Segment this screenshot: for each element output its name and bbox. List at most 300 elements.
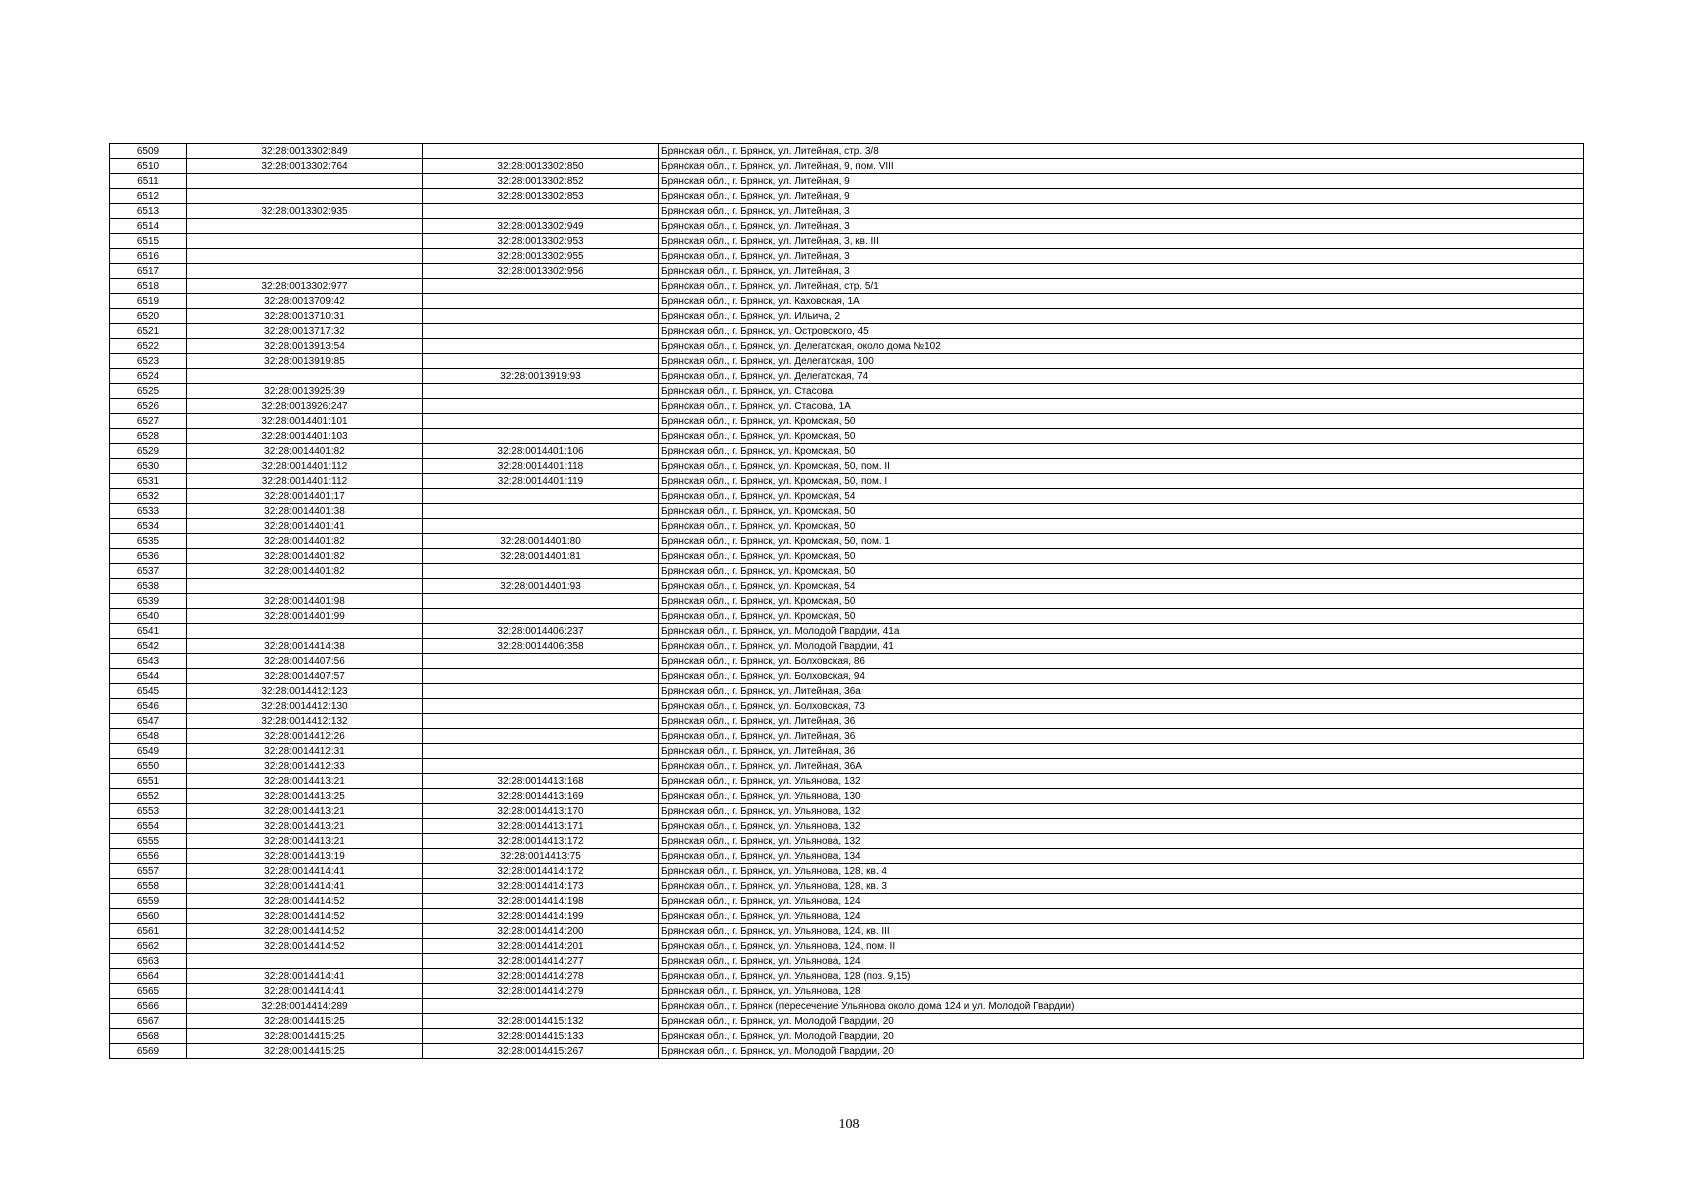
cadastral-number-cell: 32:28:0014412:130 (187, 699, 423, 714)
cadastral-number-cell (187, 954, 423, 969)
cadastral-number-cell: 32:28:0013302:764 (187, 159, 423, 174)
row-number-cell: 6532 (110, 489, 187, 504)
cadastral-number-cell: 32:28:0014412:31 (187, 744, 423, 759)
row-number-cell: 6549 (110, 744, 187, 759)
row-number-cell: 6517 (110, 264, 187, 279)
object-number-cell: 32:28:0014406:358 (423, 639, 659, 654)
object-number-cell: 32:28:0014401:106 (423, 444, 659, 459)
cadastral-number-cell: 32:28:0014401:112 (187, 459, 423, 474)
cadastral-number-cell: 32:28:0013302:849 (187, 144, 423, 159)
cadastral-number-cell: 32:28:0014412:26 (187, 729, 423, 744)
cadastral-number-cell: 32:28:0014413:21 (187, 834, 423, 849)
object-number-cell (423, 414, 659, 429)
row-number-cell: 6536 (110, 549, 187, 564)
row-number-cell: 6557 (110, 864, 187, 879)
table-row (110, 519, 1584, 534)
address-cell: Брянская обл., г. Брянск, ул. Литейная, 3 (659, 219, 1584, 234)
row-number-cell: 6562 (110, 939, 187, 954)
row-number-cell: 6520 (110, 309, 187, 324)
address-cell: Брянская обл., г. Брянск, ул. Кромская, 50 (659, 429, 1584, 444)
row-number-cell: 6560 (110, 909, 187, 924)
object-number-cell: 32:28:0013302:853 (423, 189, 659, 204)
table-row (110, 639, 1584, 654)
address-cell: Брянская обл., г. Брянск, ул. Стасова (659, 384, 1584, 399)
address-cell: Брянская обл., г. Брянск, ул. Литейная, 36а (659, 684, 1584, 699)
object-number-cell (423, 564, 659, 579)
cadastral-number-cell: 32:28:0014415:25 (187, 1044, 423, 1059)
object-number-cell: 32:28:0014413:168 (423, 774, 659, 789)
row-number-cell: 6545 (110, 684, 187, 699)
cadastral-number-cell: 32:28:0014401:101 (187, 414, 423, 429)
table-row (110, 324, 1584, 339)
address-cell: Брянская обл., г. Брянск, ул. Кромская, 50 (659, 519, 1584, 534)
address-cell: Брянская обл., г. Брянск, ул. Кромская, 50, пом. I (659, 474, 1584, 489)
row-number-cell: 6525 (110, 384, 187, 399)
row-number-cell: 6521 (110, 324, 187, 339)
row-number-cell: 6516 (110, 249, 187, 264)
table-row (110, 774, 1584, 789)
page-number: 108 (838, 1117, 860, 1132)
table-row (110, 819, 1584, 834)
cadastral-number-cell (187, 249, 423, 264)
table-row (110, 879, 1584, 894)
address-cell: Брянская обл., г. Брянск, ул. Кромская, 50 (659, 444, 1584, 459)
object-number-cell (423, 294, 659, 309)
object-number-cell (423, 729, 659, 744)
address-cell: Брянская обл., г. Брянск, ул. Молодой Гвардии, 20 (659, 1014, 1584, 1029)
cadastral-number-cell: 32:28:0014414:38 (187, 639, 423, 654)
table-row (110, 174, 1584, 189)
cadastral-number-cell: 32:28:0014407:56 (187, 654, 423, 669)
cadastral-number-cell (187, 219, 423, 234)
cadastral-number-cell (187, 624, 423, 639)
object-number-cell: 32:28:0014413:75 (423, 849, 659, 864)
object-number-cell: 32:28:0014401:80 (423, 534, 659, 549)
row-number-cell: 6542 (110, 639, 187, 654)
row-number-cell: 6553 (110, 804, 187, 819)
address-cell: Брянская обл., г. Брянск, ул. Ульянова, 134 (659, 849, 1584, 864)
object-number-cell: 32:28:0014401:119 (423, 474, 659, 489)
object-number-cell: 32:28:0014413:172 (423, 834, 659, 849)
address-cell: Брянская обл., г. Брянск, ул. Литейная, 3 (659, 264, 1584, 279)
table-row (110, 759, 1584, 774)
address-cell: Брянская обл., г. Брянск, ул. Островского, 45 (659, 324, 1584, 339)
object-number-cell: 32:28:0014414:201 (423, 939, 659, 954)
table-row (110, 834, 1584, 849)
cadastral-number-cell: 32:28:0014414:41 (187, 984, 423, 999)
table-row (110, 864, 1584, 879)
table-row (110, 1029, 1584, 1044)
table-row (110, 924, 1584, 939)
row-number-cell: 6531 (110, 474, 187, 489)
row-number-cell: 6523 (110, 354, 187, 369)
object-number-cell (423, 594, 659, 609)
cadastral-number-cell: 32:28:0014413:21 (187, 774, 423, 789)
row-number-cell: 6512 (110, 189, 187, 204)
table-row (110, 384, 1584, 399)
row-number-cell: 6524 (110, 369, 187, 384)
address-cell: Брянская обл., г. Брянск, ул. Ульянова, 124 (659, 954, 1584, 969)
address-cell: Брянская обл., г. Брянск, ул. Делегатская, около дома №102 (659, 339, 1584, 354)
cadastral-number-cell: 32:28:0013717:32 (187, 324, 423, 339)
row-number-cell: 6567 (110, 1014, 187, 1029)
row-number-cell: 6544 (110, 669, 187, 684)
row-number-cell: 6551 (110, 774, 187, 789)
address-cell: Брянская обл., г. Брянск, ул. Ульянова, 132 (659, 804, 1584, 819)
object-number-cell: 32:28:0014414:198 (423, 894, 659, 909)
cadastral-number-cell: 32:28:0013926:247 (187, 399, 423, 414)
table-row (110, 204, 1584, 219)
object-number-cell: 32:28:0013302:850 (423, 159, 659, 174)
row-number-cell: 6556 (110, 849, 187, 864)
row-number-cell: 6511 (110, 174, 187, 189)
row-number-cell: 6514 (110, 219, 187, 234)
cadastral-number-cell: 32:28:0014414:52 (187, 939, 423, 954)
cadastral-number-cell: 32:28:0014401:98 (187, 594, 423, 609)
object-number-cell (423, 279, 659, 294)
table-row (110, 849, 1584, 864)
address-cell: Брянская обл., г. Брянск, ул. Стасова, 1А (659, 399, 1584, 414)
address-cell: Брянская обл., г. Брянск, ул. Кромская, 54 (659, 579, 1584, 594)
address-cell: Брянская обл., г. Брянск, ул. Кромская, 54 (659, 489, 1584, 504)
cadastral-number-cell: 32:28:0014413:19 (187, 849, 423, 864)
address-cell: Брянская обл., г. Брянск, ул. Ульянова, 132 (659, 819, 1584, 834)
table-row (110, 294, 1584, 309)
object-number-cell (423, 204, 659, 219)
table-row (110, 144, 1584, 159)
address-cell: Брянская обл., г. Брянск, ул. Болховская, 73 (659, 699, 1584, 714)
row-number-cell: 6548 (110, 729, 187, 744)
object-number-cell (423, 744, 659, 759)
row-number-cell: 6568 (110, 1029, 187, 1044)
row-number-cell: 6515 (110, 234, 187, 249)
table-row (110, 474, 1584, 489)
object-number-cell: 32:28:0013302:955 (423, 249, 659, 264)
row-number-cell: 6526 (110, 399, 187, 414)
cadastral-number-cell (187, 369, 423, 384)
object-number-cell: 32:28:0014401:118 (423, 459, 659, 474)
cadastral-number-cell: 32:28:0014401:82 (187, 549, 423, 564)
address-cell: Брянская обл., г. Брянск, ул. Болховская, 86 (659, 654, 1584, 669)
address-cell: Брянская обл., г. Брянск, ул. Молодой Гвардии, 41а (659, 624, 1584, 639)
cadastral-number-cell: 32:28:0014414:52 (187, 909, 423, 924)
address-cell: Брянская обл., г. Брянск, ул. Кромская, 50 (659, 594, 1584, 609)
table-row (110, 954, 1584, 969)
object-number-cell (423, 429, 659, 444)
cadastral-number-cell: 32:28:0014401:99 (187, 609, 423, 624)
cadastral-number-cell: 32:28:0013302:977 (187, 279, 423, 294)
row-number-cell: 6559 (110, 894, 187, 909)
object-number-cell (423, 309, 659, 324)
row-number-cell: 6540 (110, 609, 187, 624)
address-cell: Брянская обл., г. Брянск, ул. Литейная, 36 (659, 729, 1584, 744)
cadastral-number-cell: 32:28:0014414:41 (187, 969, 423, 984)
object-number-cell: 32:28:0013302:852 (423, 174, 659, 189)
row-number-cell: 6563 (110, 954, 187, 969)
cadastral-number-cell (187, 189, 423, 204)
row-number-cell: 6552 (110, 789, 187, 804)
object-number-cell (423, 504, 659, 519)
address-cell: Брянская обл., г. Брянск, ул. Литейная, стр. 5/1 (659, 279, 1584, 294)
cadastral-number-cell: 32:28:0014413:25 (187, 789, 423, 804)
table-row (110, 549, 1584, 564)
cadastral-number-cell: 32:28:0013925:39 (187, 384, 423, 399)
row-number-cell: 6547 (110, 714, 187, 729)
row-number-cell: 6538 (110, 579, 187, 594)
row-number-cell: 6513 (110, 204, 187, 219)
cadastral-number-cell: 32:28:0014401:82 (187, 534, 423, 549)
cadastral-number-cell: 32:28:0014401:38 (187, 504, 423, 519)
table-row (110, 309, 1584, 324)
table-row (110, 414, 1584, 429)
object-number-cell: 32:28:0013919:93 (423, 369, 659, 384)
address-cell: Брянская обл., г. Брянск, ул. Делегатская, 100 (659, 354, 1584, 369)
cadastral-number-cell: 32:28:0014412:132 (187, 714, 423, 729)
row-number-cell: 6510 (110, 159, 187, 174)
cadastral-number-cell: 32:28:0014401:82 (187, 444, 423, 459)
cadastral-number-cell: 32:28:0013913:54 (187, 339, 423, 354)
row-number-cell: 6537 (110, 564, 187, 579)
row-number-cell: 6529 (110, 444, 187, 459)
table-row (110, 444, 1584, 459)
address-cell: Брянская обл., г. Брянск (пересечение Ульянова около дома 124 и ул. Молодой Гвардии) (659, 999, 1584, 1014)
row-number-cell: 6555 (110, 834, 187, 849)
object-number-cell (423, 609, 659, 624)
cadastral-number-cell: 32:28:0014412:123 (187, 684, 423, 699)
cadastral-number-cell: 32:28:0014415:25 (187, 1029, 423, 1044)
cadastral-number-cell: 32:28:0014401:17 (187, 489, 423, 504)
object-number-cell: 32:28:0013302:956 (423, 264, 659, 279)
table-row (110, 504, 1584, 519)
cadastral-number-cell (187, 579, 423, 594)
object-number-cell (423, 144, 659, 159)
cadastral-number-cell: 32:28:0013302:935 (187, 204, 423, 219)
row-number-cell: 6561 (110, 924, 187, 939)
address-cell: Брянская обл., г. Брянск, ул. Кромская, 50, пом. II (659, 459, 1584, 474)
address-cell: Брянская обл., г. Брянск, ул. Ульянова, 128, кв. 3 (659, 879, 1584, 894)
object-number-cell: 32:28:0013302:953 (423, 234, 659, 249)
object-number-cell (423, 714, 659, 729)
table-row (110, 159, 1584, 174)
table-row (110, 984, 1584, 999)
table-row (110, 909, 1584, 924)
object-number-cell: 32:28:0014414:173 (423, 879, 659, 894)
object-number-cell: 32:28:0014401:81 (423, 549, 659, 564)
cadastral-number-cell: 32:28:0013919:85 (187, 354, 423, 369)
address-cell: Брянская обл., г. Брянск, ул. Ульянова, 124, кв. III (659, 924, 1584, 939)
object-number-cell: 32:28:0014415:132 (423, 1014, 659, 1029)
object-number-cell: 32:28:0014414:172 (423, 864, 659, 879)
cadastral-number-cell: 32:28:0014414:41 (187, 864, 423, 879)
cadastral-number-cell: 32:28:0013709:42 (187, 294, 423, 309)
table-body (110, 144, 1584, 1059)
object-number-cell (423, 489, 659, 504)
table-row (110, 744, 1584, 759)
row-number-cell: 6528 (110, 429, 187, 444)
address-cell: Брянская обл., г. Брянск, ул. Литейная, 9 (659, 189, 1584, 204)
address-cell: Брянская обл., г. Брянск, ул. Молодой Гвардии, 20 (659, 1029, 1584, 1044)
address-cell: Брянская обл., г. Брянск, ул. Кромская, 50 (659, 504, 1584, 519)
cadastral-number-cell: 32:28:0014412:33 (187, 759, 423, 774)
row-number-cell: 6546 (110, 699, 187, 714)
row-number-cell: 6535 (110, 534, 187, 549)
row-number-cell: 6541 (110, 624, 187, 639)
row-number-cell: 6543 (110, 654, 187, 669)
object-number-cell: 32:28:0014415:133 (423, 1029, 659, 1044)
address-cell: Брянская обл., г. Брянск, ул. Литейная, 9, пом. VIII (659, 159, 1584, 174)
address-cell: Брянская обл., г. Брянск, ул. Каховская, 1А (659, 294, 1584, 309)
table-row (110, 579, 1584, 594)
address-cell: Брянская обл., г. Брянск, ул. Ульянова, 130 (659, 789, 1584, 804)
object-number-cell (423, 519, 659, 534)
row-number-cell: 6569 (110, 1044, 187, 1059)
object-number-cell: 32:28:0013302:949 (423, 219, 659, 234)
table-row (110, 429, 1584, 444)
row-number-cell: 6558 (110, 879, 187, 894)
table-row (110, 669, 1584, 684)
row-number-cell: 6518 (110, 279, 187, 294)
row-number-cell: 6565 (110, 984, 187, 999)
address-cell: Брянская обл., г. Брянск, ул. Кромская, 50 (659, 414, 1584, 429)
cadastral-number-cell: 32:28:0014414:289 (187, 999, 423, 1014)
address-cell: Брянская обл., г. Брянск, ул. Ульянова, 128 (поз. 9,15) (659, 969, 1584, 984)
table-row (110, 939, 1584, 954)
object-number-cell: 32:28:0014413:170 (423, 804, 659, 819)
cadastral-number-cell: 32:28:0014415:25 (187, 1014, 423, 1029)
table-row (110, 894, 1584, 909)
cadastral-number-cell: 32:28:0014401:82 (187, 564, 423, 579)
table-row (110, 489, 1584, 504)
table-row (110, 1044, 1584, 1059)
row-number-cell: 6554 (110, 819, 187, 834)
address-cell: Брянская обл., г. Брянск, ул. Литейная, 36 (659, 714, 1584, 729)
address-cell: Брянская обл., г. Брянск, ул. Ильича, 2 (659, 309, 1584, 324)
object-number-cell (423, 999, 659, 1014)
object-number-cell (423, 684, 659, 699)
table-row (110, 249, 1584, 264)
object-number-cell: 32:28:0014413:171 (423, 819, 659, 834)
table-row (110, 594, 1584, 609)
table-row (110, 699, 1584, 714)
table-row (110, 369, 1584, 384)
address-cell: Брянская обл., г. Брянск, ул. Литейная, 36 (659, 744, 1584, 759)
row-number-cell: 6533 (110, 504, 187, 519)
object-number-cell: 32:28:0014415:267 (423, 1044, 659, 1059)
cadastral-number-cell: 32:28:0014401:112 (187, 474, 423, 489)
object-number-cell (423, 384, 659, 399)
address-cell: Брянская обл., г. Брянск, ул. Литейная, 9 (659, 174, 1584, 189)
object-number-cell: 32:28:0014414:200 (423, 924, 659, 939)
cadastral-number-cell: 32:28:0013710:31 (187, 309, 423, 324)
object-number-cell: 32:28:0014414:277 (423, 954, 659, 969)
object-number-cell (423, 324, 659, 339)
table-row (110, 624, 1584, 639)
address-cell: Брянская обл., г. Брянск, ул. Литейная, 3, кв. III (659, 234, 1584, 249)
object-number-cell (423, 399, 659, 414)
cadastral-number-cell: 32:28:0014413:21 (187, 804, 423, 819)
row-number-cell: 6519 (110, 294, 187, 309)
table-row (110, 654, 1584, 669)
address-cell: Брянская обл., г. Брянск, ул. Ульянова, 128, кв. 4 (659, 864, 1584, 879)
row-number-cell: 6564 (110, 969, 187, 984)
table-row (110, 969, 1584, 984)
row-number-cell: 6534 (110, 519, 187, 534)
object-number-cell: 32:28:0014413:169 (423, 789, 659, 804)
object-number-cell (423, 699, 659, 714)
table-row (110, 234, 1584, 249)
table-row (110, 564, 1584, 579)
object-number-cell (423, 339, 659, 354)
cadastral-number-cell: 32:28:0014413:21 (187, 819, 423, 834)
address-cell: Брянская обл., г. Брянск, ул. Молодой Гвардии, 20 (659, 1044, 1584, 1059)
table-row (110, 354, 1584, 369)
address-cell: Брянская обл., г. Брянск, ул. Ульянова, 124 (659, 909, 1584, 924)
table-row (110, 189, 1584, 204)
row-number-cell: 6539 (110, 594, 187, 609)
address-cell: Брянская обл., г. Брянск, ул. Ульянова, 132 (659, 774, 1584, 789)
cadastral-number-cell: 32:28:0014401:41 (187, 519, 423, 534)
table-row (110, 609, 1584, 624)
table-row (110, 279, 1584, 294)
address-cell: Брянская обл., г. Брянск, ул. Кромская, 50 (659, 609, 1584, 624)
object-number-cell (423, 759, 659, 774)
object-number-cell: 32:28:0014414:279 (423, 984, 659, 999)
table-row (110, 729, 1584, 744)
row-number-cell: 6566 (110, 999, 187, 1014)
address-cell: Брянская обл., г. Брянск, ул. Кромская, 50, пом. 1 (659, 534, 1584, 549)
row-number-cell: 6550 (110, 759, 187, 774)
row-number-cell: 6522 (110, 339, 187, 354)
address-cell: Брянская обл., г. Брянск, ул. Литейная, 36А (659, 759, 1584, 774)
row-number-cell: 6527 (110, 414, 187, 429)
address-cell: Брянская обл., г. Брянск, ул. Молодой Гвардии, 41 (659, 639, 1584, 654)
table-row (110, 399, 1584, 414)
address-cell: Брянская обл., г. Брянск, ул. Ульянова, 128 (659, 984, 1584, 999)
table-row (110, 999, 1584, 1014)
address-cell: Брянская обл., г. Брянск, ул. Литейная, 3 (659, 249, 1584, 264)
table-row (110, 219, 1584, 234)
table-row (110, 804, 1584, 819)
cadastral-number-cell (187, 174, 423, 189)
object-number-cell (423, 669, 659, 684)
address-cell: Брянская обл., г. Брянск, ул. Литейная, 3 (659, 204, 1584, 219)
address-cell: Брянская обл., г. Брянск, ул. Ульянова, 124 (659, 894, 1584, 909)
object-number-cell: 32:28:0014414:199 (423, 909, 659, 924)
cadastral-number-cell: 32:28:0014407:57 (187, 669, 423, 684)
table-row (110, 714, 1584, 729)
cadastral-number-cell (187, 264, 423, 279)
data-table (109, 143, 1584, 1059)
table-row (110, 1014, 1584, 1029)
address-cell: Брянская обл., г. Брянск, ул. Ульянова, 132 (659, 834, 1584, 849)
row-number-cell: 6530 (110, 459, 187, 474)
cadastral-number-cell: 32:28:0014401:103 (187, 429, 423, 444)
address-cell: Брянская обл., г. Брянск, ул. Ульянова, 124, пом. II (659, 939, 1584, 954)
cadastral-number-cell (187, 234, 423, 249)
cadastral-number-cell: 32:28:0014414:41 (187, 879, 423, 894)
address-cell: Брянская обл., г. Брянск, ул. Литейная, стр. 3/8 (659, 144, 1584, 159)
address-cell: Брянская обл., г. Брянск, ул. Кромская, 50 (659, 549, 1584, 564)
table-row (110, 264, 1584, 279)
table-row (110, 339, 1584, 354)
object-number-cell: 32:28:0014401:93 (423, 579, 659, 594)
cadastral-number-cell: 32:28:0014414:52 (187, 894, 423, 909)
table-row (110, 534, 1584, 549)
object-number-cell: 32:28:0014406:237 (423, 624, 659, 639)
object-number-cell: 32:28:0014414:278 (423, 969, 659, 984)
table-row (110, 684, 1584, 699)
row-number-cell: 6509 (110, 144, 187, 159)
